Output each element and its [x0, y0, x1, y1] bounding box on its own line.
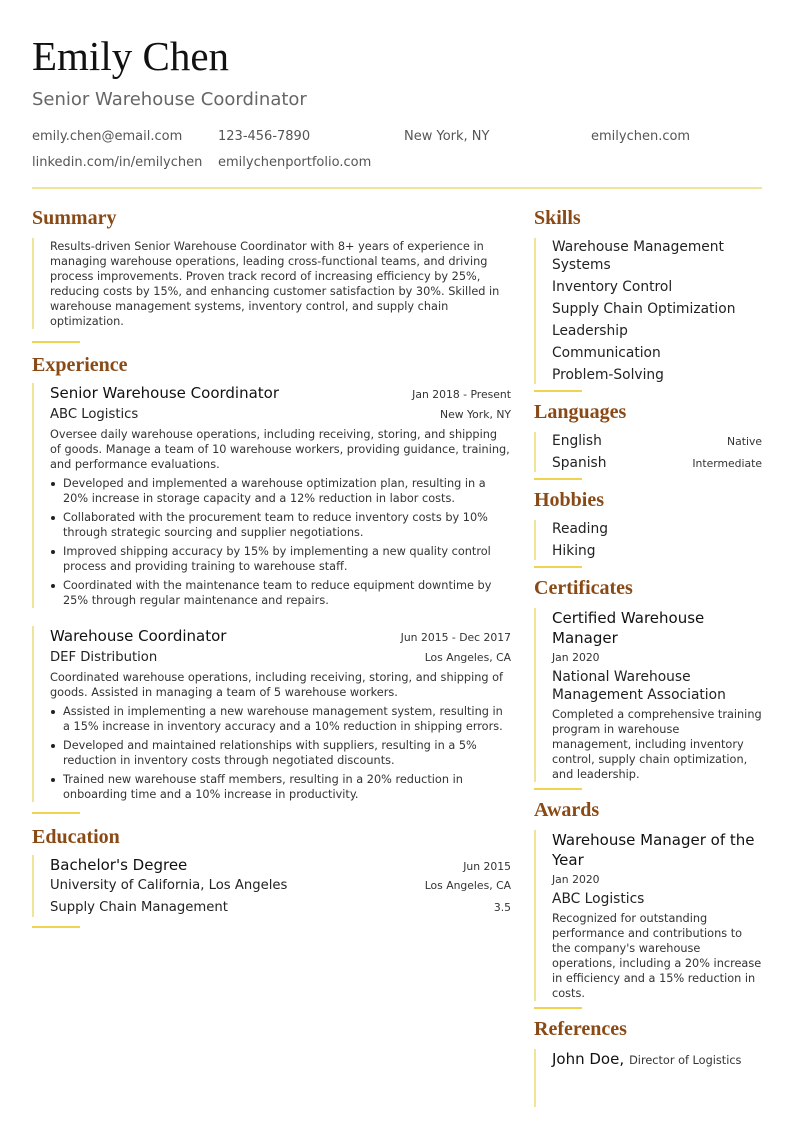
- degree: Bachelor's Degree: [50, 856, 188, 874]
- skill-item: Supply Chain Optimization: [552, 301, 736, 317]
- job-entry: [32, 626, 511, 802]
- reference-role: Director of Logistics: [629, 1054, 742, 1067]
- section-underline: [32, 812, 80, 814]
- job-dates: Jun 2015 - Dec 2017: [400, 631, 511, 644]
- section-underline: [32, 341, 80, 343]
- language-name: English: [552, 433, 602, 449]
- contact-location: New York, NY: [404, 129, 490, 144]
- main-column: [32, 206, 511, 928]
- job-role: Senior Warehouse Coordinator: [50, 384, 280, 402]
- header-divider: [32, 187, 762, 189]
- references-heading: References: [534, 1018, 627, 1040]
- skill-item: Communication: [552, 345, 661, 361]
- language-level: Native: [727, 435, 762, 448]
- skill-item: Leadership: [552, 323, 628, 339]
- section-underline: [534, 1007, 582, 1009]
- skills-heading: Skills: [534, 207, 581, 229]
- section-underline: [534, 390, 582, 392]
- awards-heading: Awards: [534, 799, 600, 821]
- job-bullet: Collaborated with the procurement team to reduce inventory costs by 10% through strategic sourcing and supplier negotiations.: [50, 510, 511, 540]
- side-column: [534, 206, 762, 1107]
- job-dates: Jan 2018 - Present: [412, 388, 511, 401]
- award-date: Jan 2020: [552, 873, 600, 886]
- contact-linkedin[interactable]: linkedin.com/in/emilychen: [32, 155, 203, 170]
- hobby-item: Reading: [552, 521, 609, 537]
- summary-heading: Summary: [32, 207, 117, 229]
- certificate-date: Jan 2020: [552, 651, 600, 664]
- hobbies-heading: Hobbies: [534, 489, 605, 511]
- section-underline: [534, 566, 582, 568]
- job-bullet: Coordinated with the maintenance team to reduce equipment downtime by 25% through regular maintenance and repairs.: [50, 578, 511, 608]
- certificates-heading: Certificates: [534, 577, 633, 599]
- contact-email[interactable]: emily.chen@email.com: [32, 129, 183, 144]
- contact-portfolio[interactable]: emilychenportfolio.com: [218, 155, 372, 170]
- certificates-section: [534, 576, 762, 790]
- job-description: Oversee daily warehouse operations, including receiving, storing, and shipping of goods. Manage a team of 10 warehouse workers, providing guidance, training, and performance evaluations.: [50, 428, 510, 471]
- languages-section: [534, 400, 762, 480]
- section-underline: [534, 478, 582, 480]
- education-heading: Education: [32, 826, 120, 848]
- field-of-study: Supply Chain Management: [50, 900, 228, 915]
- award-description: Recognized for outstanding performance and contributions to the company's warehouse operations, including a 20% increase in efficiency and a 15% reduction in costs.: [552, 912, 762, 1000]
- summary-section: [32, 206, 511, 343]
- skill-item: Warehouse Management Systems: [552, 239, 724, 273]
- education-date: Jun 2015: [463, 860, 511, 873]
- candidate-name: Emily Chen: [32, 33, 230, 79]
- experience-heading: Experience: [32, 354, 128, 376]
- job-company: ABC Logistics: [50, 407, 139, 422]
- job-bullet: Developed and maintained relationships with suppliers, resulting in a 5% reduction in inventory costs through negotiated discounts.: [50, 738, 511, 768]
- job-bullet: Improved shipping accuracy by 15% by implementing a new quality control process and providing training to warehouse staff.: [50, 544, 511, 574]
- job-bullets: [50, 476, 511, 608]
- job-title: Senior Warehouse Coordinator: [32, 89, 307, 110]
- job-location: New York, NY: [440, 408, 511, 421]
- job-bullet: Developed and implemented a warehouse optimization plan, resulting in a 20% increase in storage capacity and a 12% reduction in labor costs.: [50, 476, 511, 506]
- skills-section: [534, 206, 762, 392]
- languages-heading: Languages: [534, 401, 627, 423]
- summary-text: Results-driven Senior Warehouse Coordinator with 8+ years of experience in managing warehouse operations, leading cross-functional teams, and driving process improvements. Proven track record of increasing efficiency by 25%, reducing costs by 15%, and enhancing customer satisfaction by 30%. Skilled in warehouse management systems, inventory control, and supply chain optimization.: [50, 240, 500, 328]
- experience-section: [32, 353, 511, 814]
- hobbies-section: [534, 488, 762, 568]
- awards-section: [534, 798, 762, 1009]
- contact-website[interactable]: emilychen.com: [591, 129, 691, 144]
- contact-phone[interactable]: 123-456-7890: [218, 129, 311, 144]
- language-name: Spanish: [552, 455, 607, 471]
- education-section: [32, 825, 511, 928]
- job-bullets: [50, 704, 511, 802]
- award-name: Warehouse Manager of the Year: [552, 831, 755, 869]
- certificate-issuer: National Warehouse Management Association: [552, 669, 726, 703]
- job-company: DEF Distribution: [50, 650, 158, 665]
- gpa: 3.5: [493, 901, 511, 914]
- section-underline: [534, 788, 582, 790]
- job-role: Warehouse Coordinator: [50, 627, 227, 645]
- school: University of California, Los Angeles: [50, 878, 288, 893]
- job-bullet: Assisted in implementing a new warehouse management system, resulting in a 15% increase in inventory accuracy and a 10% reduction in shipping errors.: [50, 704, 511, 734]
- skill-item: Problem-Solving: [552, 367, 664, 383]
- certificate-name: Certified Warehouse Manager: [552, 609, 705, 647]
- award-issuer: ABC Logistics: [552, 891, 645, 907]
- language-level: Intermediate: [692, 457, 762, 470]
- job-bullet: Trained new warehouse staff members, resulting in a 20% reduction in onboarding time and a 10% increase in productivity.: [50, 772, 511, 802]
- certificate-description: Completed a comprehensive training program in warehouse management, including inventory control, supply chain optimization, and leadership.: [552, 708, 762, 781]
- job-description: Coordinated warehouse operations, including receiving, storing, and shipping of goods. Assisted in managing a team of 5 warehouse workers.: [50, 671, 504, 699]
- school-location: Los Angeles, CA: [424, 879, 511, 892]
- hobby-item: Hiking: [552, 543, 596, 559]
- job-entry: [32, 383, 511, 608]
- section-underline: [32, 926, 80, 928]
- references-section: [534, 1017, 762, 1107]
- reference-name: John Doe,: [552, 1050, 625, 1068]
- skill-item: Inventory Control: [552, 279, 673, 295]
- job-location: Los Angeles, CA: [424, 651, 511, 664]
